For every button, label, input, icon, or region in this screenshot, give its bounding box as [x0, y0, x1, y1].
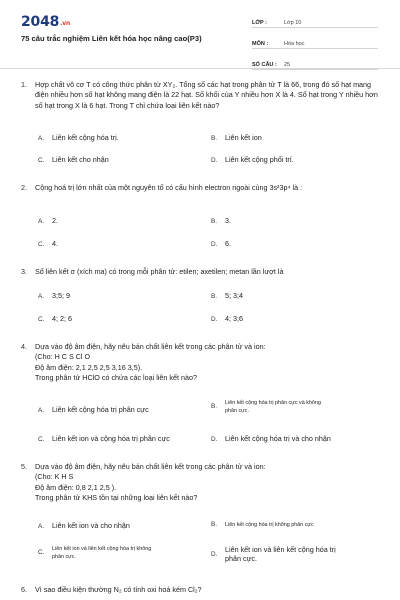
option-letter: C. [38, 316, 45, 323]
page-title: 75 câu trắc nghiệm Liên kết hóa học nâng cao(P3) [21, 34, 202, 43]
question-2 [21, 183, 386, 193]
option-letter: A. [38, 293, 45, 300]
option-d[interactable] [211, 155, 294, 165]
option-text: Liên kết ion và cộng hóa trị phân cực [52, 434, 170, 443]
page-header [0, 0, 400, 70]
option-letter: B. [211, 218, 218, 225]
option-text: Liên kết cộng hóa trị phân cực [52, 405, 149, 414]
option-text: 6. [225, 239, 231, 248]
question-number: 1. [21, 80, 27, 89]
option-letter: B. [211, 135, 218, 142]
option-text: Liên kết cộng phối trí. [225, 155, 294, 164]
option-text: 4. [52, 239, 58, 248]
option-text: Liên kết cộng hóa trị không phân cực [225, 522, 314, 528]
option-c[interactable] [38, 314, 72, 324]
meta-info [252, 12, 378, 75]
option-c[interactable] [38, 239, 58, 249]
option-b[interactable] [211, 399, 321, 415]
question-text: Vì sao điều kiện thường N₂ có tính oxi hoá kém Cl₂? [35, 585, 202, 594]
option-c[interactable] [38, 434, 170, 444]
question-number: 5. [21, 462, 27, 471]
option-b[interactable] [211, 133, 262, 143]
meta-label: LỚP : [252, 20, 267, 26]
option-letter: D. [211, 316, 218, 323]
option-text: 4; 3;6 [225, 314, 243, 323]
option-text: Liên kết cộng hóa trị phân cực và không phân cực. [225, 400, 321, 414]
option-text: Liên kết cộng hóa trị. [52, 133, 119, 142]
option-b[interactable] [211, 521, 314, 529]
option-d[interactable] [211, 545, 336, 563]
option-text: 5; 3;4 [225, 291, 243, 300]
option-text: 4; 2; 6 [52, 314, 72, 323]
question-text: Số liên kết σ (xích ma) có trong mỗi phân tử: etilen; axetilen; metan lần lượt là [35, 267, 284, 276]
option-letter: C. [38, 436, 45, 443]
option-letter: A. [38, 407, 45, 414]
question-text: Dựa vào độ âm điện, hãy nêu bản chất liên kết trong các phân tử và ion: (Cho: H C S Cl O Độ âm điện: 2,1 2,5 2,5 3,16 3,5). Trong phân tử HClO có chứa các loại liên kết nào? [35, 342, 266, 382]
option-b[interactable] [211, 291, 243, 301]
question-text: Cộng hoá trị lớn nhất của một nguyên tố có cấu hình electron ngoài cùng 3s²3p⁴ là : [35, 183, 303, 192]
option-letter: C. [38, 157, 45, 164]
meta-row-subject [252, 33, 378, 49]
question-number: 3. [21, 267, 27, 276]
site-logo[interactable] [21, 14, 70, 30]
question-number: 6. [21, 585, 27, 594]
question-number: 2. [21, 183, 27, 192]
option-b[interactable] [211, 216, 231, 226]
option-text: 3. [225, 216, 231, 225]
header-divider [0, 68, 400, 69]
meta-value: Lớp 10 [284, 20, 302, 26]
logo-text: 2048 [21, 14, 60, 30]
option-a[interactable] [38, 521, 130, 531]
option-text: Liên kết cộng hóa trị và cho nhận [225, 434, 331, 443]
question-1 [21, 80, 386, 111]
meta-label: MÔN : [252, 41, 269, 47]
option-text: Liên kết ion và cho nhận [52, 521, 130, 530]
meta-row-class [252, 12, 378, 28]
meta-label: SỐ CÂU : [252, 62, 277, 68]
meta-value: 25 [284, 62, 291, 68]
question-6 [21, 585, 386, 595]
option-a[interactable] [38, 405, 149, 415]
option-a[interactable] [38, 291, 70, 301]
option-letter: A. [38, 218, 45, 225]
option-letter: C. [38, 549, 45, 556]
question-number: 4. [21, 342, 27, 351]
option-text: 3;5; 9 [52, 291, 70, 300]
option-text: 2. [52, 216, 58, 225]
option-letter: B. [211, 403, 218, 410]
question-text: Hợp chất vô cơ T có công thức phân tử XY₂. Tổng số các hạt trong phân tử T là 66, trong đó số hạt mang điện nhiều hơn số hạt không mang điện là 22 hạt. Số khối của Y nhiều hơn X là 4. Số hạt trong Y nhiều hơn số hạt trong X là 6 hạt. Trong T chỉ chứa loại liên kết nào? [35, 80, 378, 110]
option-letter: C. [38, 241, 45, 248]
option-d[interactable] [211, 239, 231, 249]
option-text: Liên kết ion và liên kết cộng hóa trị phân cực. [225, 545, 336, 563]
question-4 [21, 342, 386, 383]
option-letter: D. [211, 550, 218, 558]
option-a[interactable] [38, 216, 58, 226]
option-letter: B. [211, 521, 218, 528]
option-letter: D. [211, 157, 218, 164]
option-c[interactable] [38, 155, 109, 165]
option-text: Liên kết cho nhận [52, 155, 109, 164]
question-text: Dựa vào độ âm điện, hãy nêu bản chất liên kết trong các phân tử và ion: (Cho: K H S Độ âm điện: 0,8 2,1 2,5 ). Trong phân tử KHS tồn tại những loại liên kết nào? [35, 462, 266, 502]
option-letter: A. [38, 135, 45, 142]
option-c[interactable] [38, 545, 151, 561]
option-text: Liên kết ion và liên kết cộng hóa trị không phân cực. [52, 546, 152, 560]
option-d[interactable] [211, 314, 243, 324]
option-d[interactable] [211, 434, 331, 444]
option-letter: D. [211, 436, 218, 443]
option-a[interactable] [38, 133, 119, 143]
question-5 [21, 462, 386, 503]
option-letter: A. [38, 523, 45, 530]
meta-value: Hóa học [284, 41, 305, 47]
option-letter: D. [211, 241, 218, 248]
option-letter: B. [211, 293, 218, 300]
question-3 [21, 267, 386, 277]
logo-suffix: .vn [60, 20, 71, 27]
option-text: Liên kết ion [225, 133, 262, 142]
